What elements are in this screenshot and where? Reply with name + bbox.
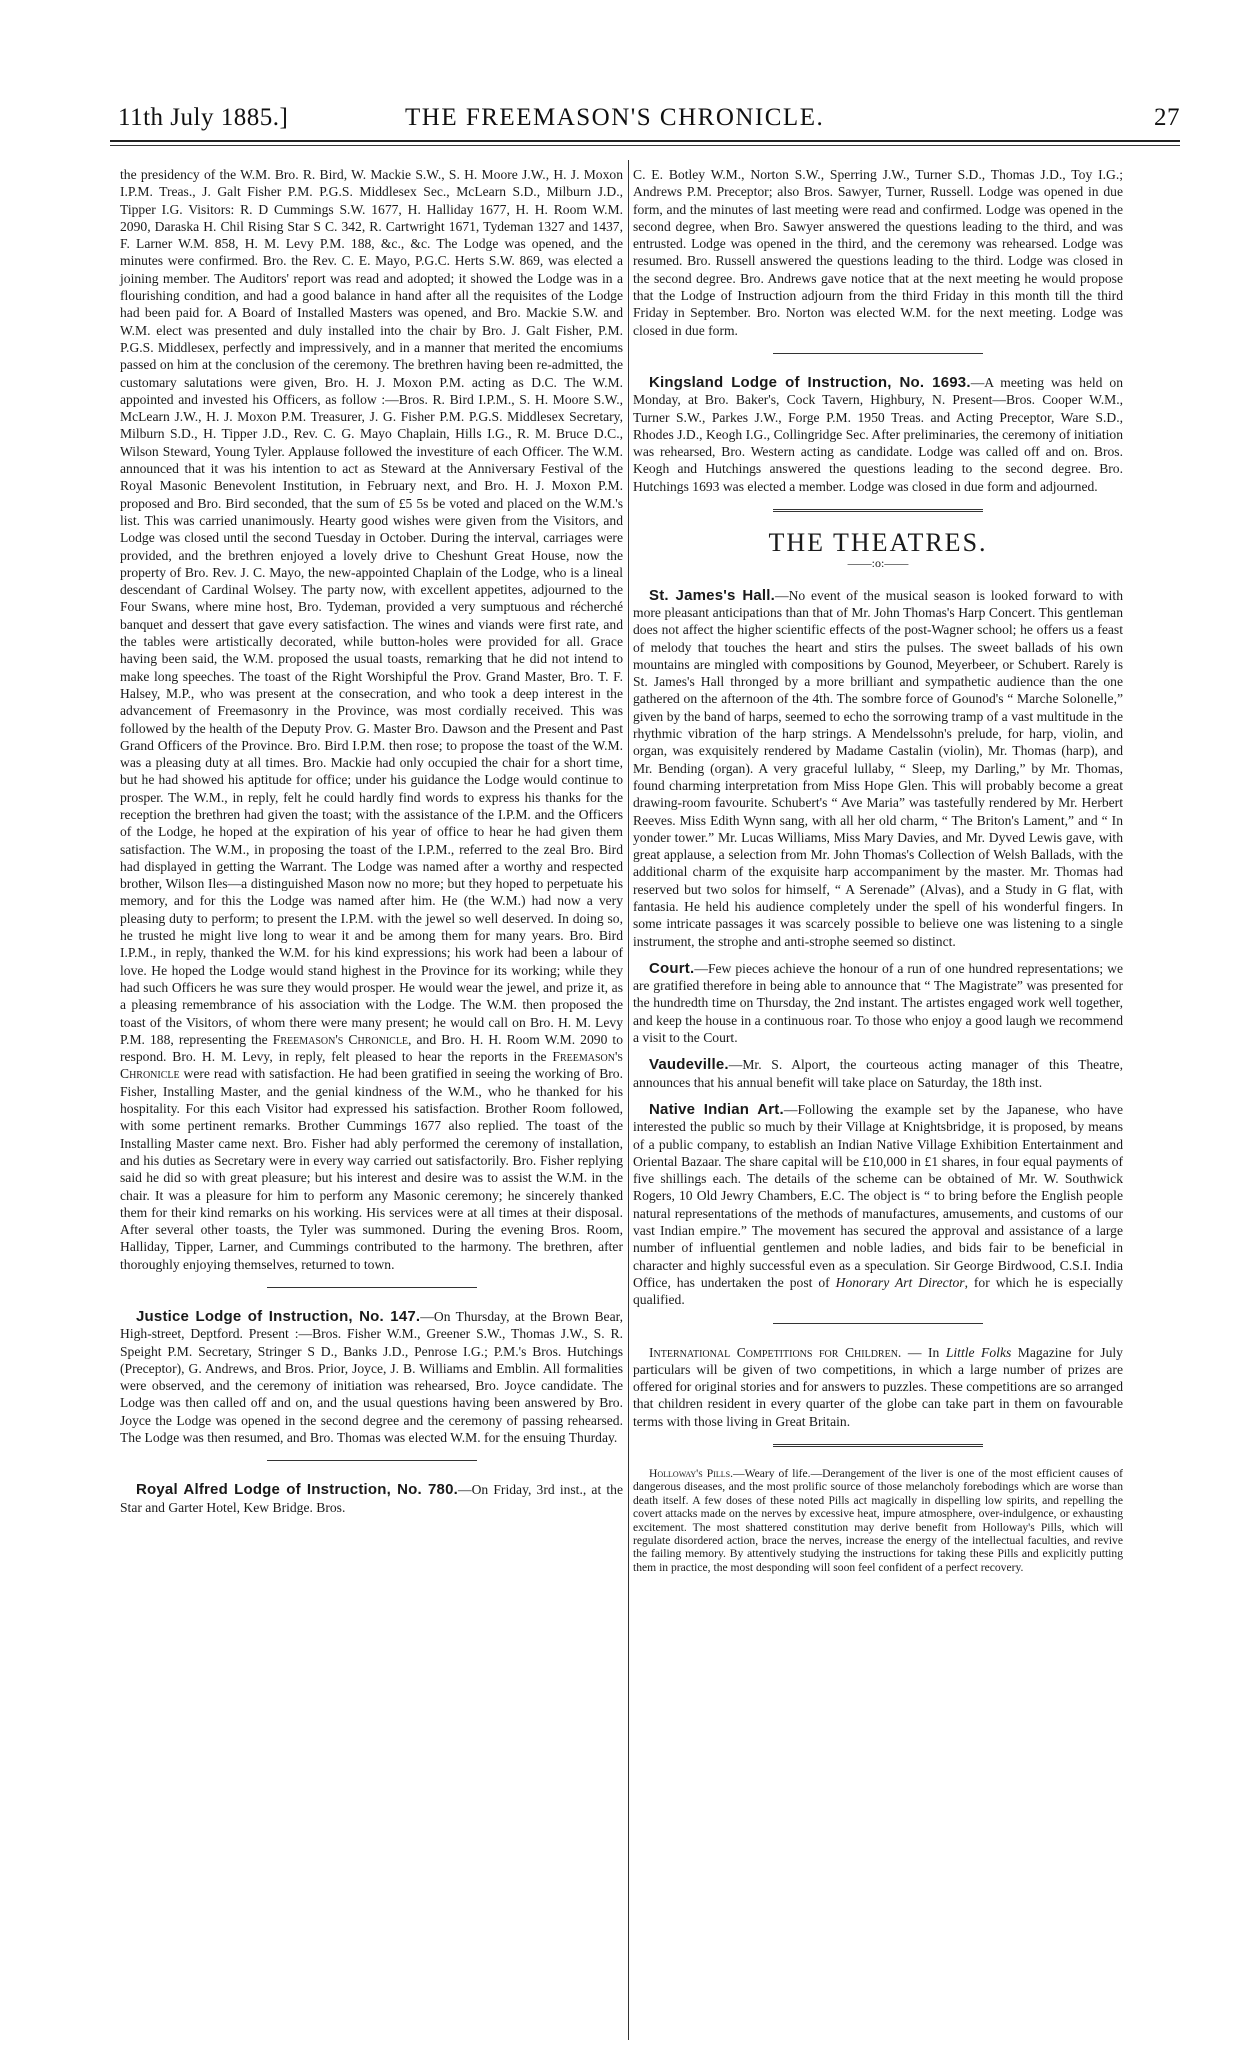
article-royal-alfred-continued [633,166,1123,339]
article-body [633,587,1123,950]
article-body [633,960,1123,1046]
article-text: —Few pieces achieve the honour of a run of one hundred representations; we are gratified therefore in being able to announce that “ The Magistrate” was presented for the hundredth time on Thursday, the 2nd instant. The artistes engaged work well together, and keep the house in a continuous roar. To those who enjoy a good laugh we recommend a visit to the Court. [633,960,1123,1046]
article-body [120,1308,623,1446]
theatre-item-vaudeville [633,1056,1123,1091]
publication-name: Freemason's Chronicle [272,1031,409,1047]
column-divider [628,160,629,2040]
article-heading: Vaudeville. [649,1056,729,1074]
theatre-item-native-indian-art [633,1101,1123,1309]
masthead-rule-thin [110,145,1180,146]
article-text: Magazine for July particulars will be given of two competitions, in which a large number of prizes are offered for original stories and for answers to puzzles. These competitions are so arranged that children resident in every quarter of the globe can take part in them on favourable terms with those living in Great Britain. [633,1344,1123,1429]
article-text: —A meeting was held on Monday, at Bro. Baker's, Cock Tavern, Highbury, N. Present—Bros. Cooper W.M., Turner S.W., Parkes J.W., Forge P.M. 1950 Treas. and Acting Preceptor, Ware S.D., Rhodes J.D., Keogh I.G., Collingridge Sec. After preliminaries, the ceremony of initiation was rehearsed, Bro. Western acting as candidate. Lodge was called off and on. Bros. Keogh and Hutchings answered the questions leading to the second degree. Bro. Hutchings 1693 was elected a member. Lodge was closed in due form and adjourned. [633,374,1123,494]
article-heading: Holloway's Pills. [649,1467,733,1480]
article-text: — In [901,1344,946,1360]
article-body [633,1101,1123,1309]
article-kingsland-lodge [633,374,1123,495]
article-heading: St. James's Hall. [649,586,776,604]
advert-holloways-pills [633,1467,1123,1574]
article-separator [267,1287,477,1288]
article-text: —Following the example set by the Japanese, who have interested the public so much by their Village at Knightsbridge, it is proposed, by means of a public company, to establish an Indian Native Village Exhibition Entertainment and Oriental Bazaar. The share capital will be £10,000 in £1 shares, in four equal payments of five shillings each. The details of the scheme can be obtained of Mr. W. Southwick Rogers, 10 Old Jewry Chambers, E.C. The object is “ to bring before the English people natural representations of the methods of manufactures, amusements, and customs of our vast Indian empire.” The movement has secured the approval and assistance of a large number of influential gentlemen and noble ladies, and bids fair to be beneficial in character and highly successful even as a speculation. Sir George Birdwood, C.S.I. India Office, has undertaken the post of [633,1101,1123,1290]
article-body [120,166,623,1273]
article-separator [773,353,983,354]
article-body: C. E. Botley W.M., Norton S.W., Sperring J.W., Turner S.D., Thomas J.D., Toy I.G.; Andrews P.M. Preceptor; also Bros. Sawyer, Turner, Russell. Lodge was opened in due form, and the minutes of last meeting were read and confirmed. Lodge was opened in the second degree, when Bro. Sawyer answered the questions leading to the third, and was entrusted. Lodge was opened in the third, and the ceremony was rehearsed. Lodge was resumed. Bro. Russell answered the questions leading to the third. Lodge was closed in the second degree. Bro. Andrews gave notice that at the next meeting he would propose that the Lodge of Instruction adjourn from the third Friday in this month till the third Friday in September. Bro. Norton was elected W.M. for the next meeting. Lodge was closed in due form. [633,167,1123,338]
publication-name: Freemason's Chronicle [120,1049,623,1082]
section-ornament: ——:o:—— [847,556,909,571]
masthead [118,104,1180,144]
publication-title: THE FREEMASON'S CHRONICLE. [405,104,825,131]
article-separator [773,1444,983,1447]
article-text: were read with satisfaction. He had been gratified in seeing the working of Bro. Fisher, Installing Master, and the genial kindness of the W.M., who he thanked for his hospitality. For this each Visitor had expressed his satisfaction. Brother Room followed, with some pertinent remarks. Brother Cummings 1677 also replied. The toast of the Installing Master came next. Bro. Fisher had ably performed the ceremony of installation, and his duties as Secretary were in every way carried out satisfactorily. Bro. Fisher replying said he did so with great pleasure; but his interest and desire was to assist the W.M. in the chair. It was a pleasure for him to perform any Masonic ceremony; he sincerely thanked them for their kind remarks on his working. His services were at all times at their disposal. After several other toasts, the Tyler was summoned. During the evening Bros. Room, Halliday, Tipper, Larner, and Cummings contributed to the harmony. The brethren, after thoroughly enjoying themselves, returned to town. [120,1066,623,1272]
article-heading: Native Indian Art. [649,1100,784,1118]
article-body [633,374,1123,495]
article-separator [267,1460,477,1461]
article-text: —On Thursday, at the Brown Bear, High-street, Deptford. Present :—Bros. Fisher W.M., Greener S.W., Thomas J.W., S. R. Speight P.M. Secretary, Stringer S D., Banks J.D., Penrose I.G.; P.M.'s Bros. Hutchings (Preceptor), G. Andrews, and Bros. Prior, Joyce, J. B. Williams and Emblin. All formalities were observed, and the ceremony of initiation was rehearsed, Bro. Joyce candidate. The Lodge was then called off and on, and the usual questions having been answered by Bro. Joyce the Lodge was opened in the second degree and the ceremony of passing rehearsed. The Lodge was then resumed, and Bro. Thomas was elected W.M. for the ensuing Thurday. [120,1309,623,1446]
section-separator [773,509,983,512]
article-heading: Kingsland Lodge of Instruction, No. 1693. [649,373,971,391]
article-text: , and Bro. H. H. Room W.M. 2090 to respond. Bro. H. M. Levy, in reply, felt pleased to hear the reports in the [120,1031,624,1065]
italic-title: Honorary Art Director [835,1274,965,1290]
article-body [633,1056,1123,1091]
article-text: —Weary of life.—Derangement of the liver is one of the most efficient causes of dangerous diseases, and the most prolific source of those melancholy forebodings which are worse than death itself. A few doses of these noted Pills act magically in dispelling low spirits, and repelling the covert attacks made on the nerves by excessive heat, impure atmosphere, over-indulgence, or exhausting excitement. The most shattered constitution may derive benefit from Holloway's Pills, which will regulate disordered action, brace the nerves, increase the energy of the intellectual faculties, and revive the failing memory. By attentively studying the instructions for taking these Pills and explicitly putting them in practice, the most desponding will soon feel confident of a perfect recovery. [633,1467,1123,1574]
article-body [633,1467,1123,1574]
article-royal-alfred-lodge [120,1481,623,1516]
article-justice-lodge [120,1308,623,1446]
article-text: , for which he is especially qualified. [633,1274,1123,1308]
masthead-rule [110,140,1180,142]
issue-date: 11th July 1885.] [118,104,289,131]
article-body [120,1481,623,1516]
left-column [120,166,623,1516]
article-heading: Royal Alfred Lodge of Instruction, No. 780. [136,1481,458,1499]
article-text: —On Friday, 3rd inst., at the Star and Garter Hotel, Kew Bridge. Bros. [120,1482,624,1515]
theatre-item-st-jamess-hall [633,587,1123,950]
article-separator [773,1323,983,1324]
article-text: the presidency of the W.M. Bro. R. Bird, W. Mackie S.W., S. H. Moore J.W., H. J. Moxon I.P.M. Treas., J. Galt Fisher P.M. P.G.S. Middlesex Sec., McLearn S.D., Milburn J.D., Tipper I.G. Visitors: R. D Cummings S.W. 1677, H. Halliday 1677, H. H. Room W.M. 2090, Daraska H. Chil Rising Star S C. 342, R. Cartwright 1671, Tydeman 1327 and 1437, F. Larner W.M. 858, H. M. Levy P.M. 188, &c., &c. The Lodge was opened, and the minutes were confirmed. Bro. the Rev. C. E. Mayo, P.G.C. Herts S.W. 869, was elected a joining member. The Auditors' report was read and adopted; it showed the Lodge was in a flourishing condition, and had a good balance in hand after all the requisites of the Lodge had been paid for. A Board of Installed Masters was opened, and Bro. Mackie S.W. and W.M. elect was presented and duly installed into the chair by Bro. J. Galt Fisher, P.M. P.G.S. Middlesex, perfectly and impressively, and in a manner that merited the encomiums passed on him at the conclusion of the ceremony. The brethren having been re-admitted, the customary salutations were given, Bro. H. J. Moxon P.M. acting as D.C. The W.M. appointed and invested his Officers, as follow :—Bros. R. Bird I.P.M., S. H. Moore S.W., McLearn J.W., H. J. Moxon P.M. Treasurer, J. G. Fisher P.M. P.G.S. Middlesex Secretary, Milburn S.D., H. Tipper J.D., Rev. C. G. Mayo Chaplain, Hills I.G., R. M. Bruce D.C., Wilson Steward, Young Tyler. Applause followed the investiture of each Officer. The W.M. announced that it was his intention to act as Steward at the Anniversary Festival of the Royal Masonic Benevolent Institution, in February next, and Bro. H. J. Moxon P.M. proposed and Bro. Bird seconded, that the sum of £5 5s be voted and placed on the W.M.'s list. This was carried unanimously. Hearty good wishes were given from the Visitors, and Lodge was closed until the second Tuesday in October. During the interval, carriages were provided, and the brethren enjoyed a lovely drive to Cheshunt Great House, now the property of Bro. Rev. J. C. Mayo, the new-appointed Chaplain of the Lodge, who is a lineal descendant of Cardinal Wolsey. The party now, with excellent appetites, adjourned to the Four Swans, where mine host, Bro. Tydeman, provided a very sumptuous and récherché banquet and dessert that gave every satisfaction. The wines and viands were first rate, and the tables were artistically decorated, while button-holes were provided for all. Grace having been said, the W.M. proposed the usual toasts, remarking that he did not intend to make long speeches. The toast of the Right Worshipful the Prov. Grand Master, Bro. T. F. Halsey, M.P., who was present at the consecration, and who took a deep interest in the advancement of Freemasonry in the Province, was most cordially received. This was followed by the health of the Deputy Prov. G. Master Bro. Dawson and the Present and Past Grand Officers of the Province. Bro. Bird I.P.M. then rose; to propose the toast of the W.M. was a pleasing duty at all times. Bro. Mackie had only occupied the chair for a short time, but he had showed his aptitude for office; under his guidance the Lodge would continue to prosper. The W.M., in reply, felt he could hardly find words to express his thanks for the reception the brethren had given the toast; with the assistance of the I.P.M. and the Officers of the Lodge, he hoped at the expiration of his year of office to hear he had given them satisfaction. The W.M., in proposing the toast of the I.P.M., referred to the zeal Bro. Bird had displayed in getting the Warrant. The Lodge was named after a worthy and respected brother, Wilson Iles—a distinguished Mason now no more; but they hoped to perpetuate his memory, and for this the Lodge was named after him. He (the W.M.) had now a very pleasing duty to perform; to present the I.P.M. with the jewel so well deserved. In doing so, he trusted he might live long to wear it and be among them for many years. Bro. Bird I.P.M., in reply, thanked the W.M. for his kind expressions; his work had been a labour of love. He hoped the Lodge would stand highest in the Province for its working; while they had such Officers he was sure they would prosper. He would wear the jewel, and prize it, as a pleasing remembrance of his association with the Lodge. The W.M. then proposed the toast of the Visitors, of whom there were many present; he would call on Bro. H. M. Levy P.M. 188, representing the [120,167,623,1047]
theatre-item-court [633,960,1123,1046]
article-wilson-iles-lodge [120,166,623,1273]
article-body [633,1344,1123,1430]
article-heading: Justice Lodge of Instruction, No. 147. [136,1308,421,1325]
article-heading: International Competitions for Children. [649,1344,902,1360]
article-heading: Court. [649,959,695,977]
page-number: 27 [1154,104,1180,131]
article-text: —Mr. S. Alport, the courteous acting manager of this Theatre, announces that his annual benefit will take place on Saturday, the 18th inst. [633,1057,1123,1090]
right-column [633,166,1123,1574]
article-text: —No event of the musical season is looked forward to with more pleasant anticipations than that of Mr. John Thomas's Harp Concert. This gentleman does not affect the higher scientific effects of the post-Wagner school; he offers us a feast of melody that touches the heart and stirs the pulses. The sweet ballads of his own mountains are mingled with compositions by Gounod, Meyerbeer, or Schubert. Rarely is St. James's Hall thronged by a more brilliant and sympathetic audience than the one gathered on the afternoon of the 4th. The sombre force of Gounod's “ Marche Solonelle,” given by the band of harps, seemed to echo the sorrowing tramp of a vast multitude in the rhythmic vibration of the harp strings. A Mendelssohn's prelude, for harp, violin, and organ, was exquisitely rendered by Madame Castalin (violin), Mr. Thomas (harp), and Mr. Bending (organ). A very graceful lullaby, “ Sleep, my Darling,” by Mr. Thomas, found charming interpretation from Miss Hope Glen. This will probably become a great drawing-room favourite. Schubert's “ Ave Maria” was tastefully rendered by Mr. Herbert Reeves. Miss Edith Wynn sang, with all her old charm, “ The Briton's Lament,” and “ In yonder tower.” Mr. Lucas Williams, Miss Mary Davies, and Mr. Dyved Lewis gave, with great applause, a selection from Mr. John Thomas's Collection of Welsh Ballads, with the additional charm of the exquisite harp accompaniment by the master. Mr. Thomas had reserved but two solos for himself, “ A Serenade” (Alvas), and a Study in G flat, with fantasia. He held his audience completely under the spell of his wonderful fingers. In some intricate passages it was scarcely possible to believe one was listening to a single instrument, the strophe and anti-strophe seemed so distinct. [633,587,1123,949]
article-international-competitions [633,1344,1123,1430]
section-title-theatres: THE THEATRES. [768,528,988,558]
italic-title: Little Folks [945,1344,1012,1360]
